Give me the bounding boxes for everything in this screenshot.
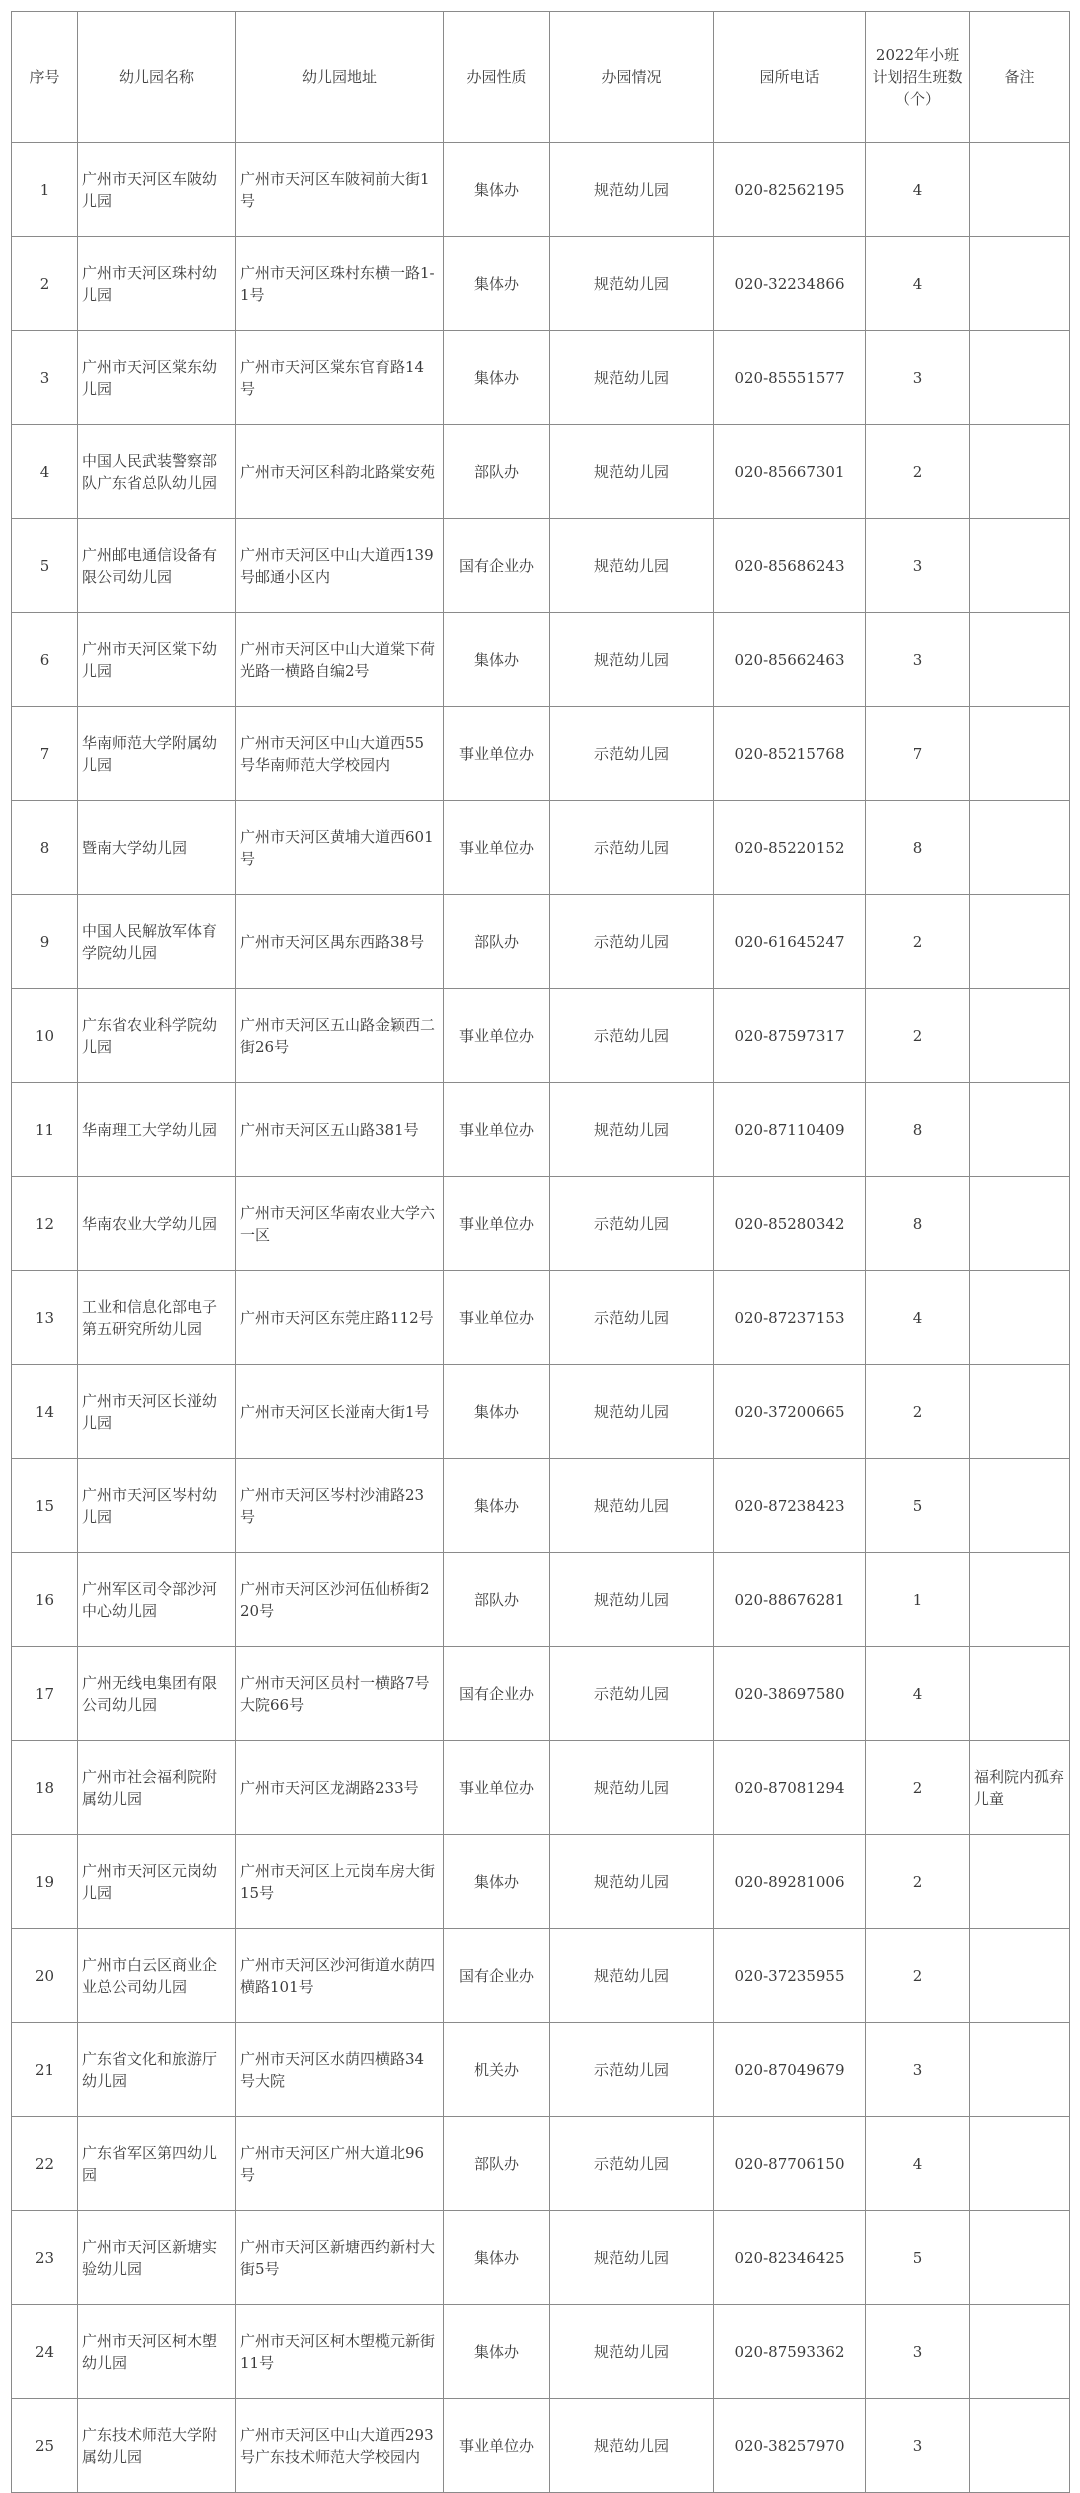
- cell-remark: [970, 519, 1070, 613]
- cell-status: 示范幼儿园: [550, 1271, 714, 1365]
- cell-status: 规范幼儿园: [550, 2211, 714, 2305]
- cell-remark: [970, 1459, 1070, 1553]
- kindergarten-table: [11, 11, 1070, 2493]
- cell-no: 8: [12, 801, 78, 895]
- cell-name: 广州市天河区珠村幼儿园: [78, 237, 236, 331]
- cell-address: 广州市天河区禺东西路38号: [236, 895, 444, 989]
- table-row: [12, 331, 1070, 425]
- cell-address: 广州市天河区中山大道西55号华南师范大学校园内: [236, 707, 444, 801]
- cell-nature: 集体办: [444, 1365, 550, 1459]
- cell-nature: 国有企业办: [444, 1929, 550, 2023]
- cell-nature: 事业单位办: [444, 1177, 550, 1271]
- header-remark: 备注: [970, 12, 1070, 143]
- table-row: [12, 801, 1070, 895]
- cell-classes: 8: [866, 1083, 970, 1177]
- cell-remark: [970, 613, 1070, 707]
- cell-status: 示范幼儿园: [550, 1177, 714, 1271]
- cell-name: 广州市社会福利院附属幼儿园: [78, 1741, 236, 1835]
- cell-remark: [970, 1083, 1070, 1177]
- cell-phone: 020-38697580: [714, 1647, 866, 1741]
- cell-nature: 集体办: [444, 2211, 550, 2305]
- cell-classes: 5: [866, 1459, 970, 1553]
- cell-classes: 2: [866, 1741, 970, 1835]
- cell-classes: 3: [866, 2399, 970, 2493]
- cell-no: 3: [12, 331, 78, 425]
- cell-address: 广州市天河区东莞庄路112号: [236, 1271, 444, 1365]
- cell-phone: 020-87237153: [714, 1271, 866, 1365]
- cell-classes: 3: [866, 2023, 970, 2117]
- header-status: 办园情况: [550, 12, 714, 143]
- cell-no: 17: [12, 1647, 78, 1741]
- cell-remark: [970, 143, 1070, 237]
- table-row: [12, 2117, 1070, 2211]
- cell-phone: 020-82562195: [714, 143, 866, 237]
- cell-status: 规范幼儿园: [550, 1365, 714, 1459]
- cell-remark: [970, 2305, 1070, 2399]
- table-row: [12, 2211, 1070, 2305]
- cell-name: 广东省文化和旅游厅幼儿园: [78, 2023, 236, 2117]
- cell-status: 示范幼儿园: [550, 2117, 714, 2211]
- cell-no: 7: [12, 707, 78, 801]
- cell-no: 16: [12, 1553, 78, 1647]
- cell-no: 21: [12, 2023, 78, 2117]
- cell-status: 示范幼儿园: [550, 895, 714, 989]
- cell-remark: [970, 2399, 1070, 2493]
- cell-classes: 3: [866, 613, 970, 707]
- cell-address: 广州市天河区水荫四横路34号大院: [236, 2023, 444, 2117]
- cell-classes: 7: [866, 707, 970, 801]
- header-no: 序号: [12, 12, 78, 143]
- cell-phone: 020-37235955: [714, 1929, 866, 2023]
- cell-nature: 事业单位办: [444, 707, 550, 801]
- cell-nature: 事业单位办: [444, 1741, 550, 1835]
- cell-address: 广州市天河区黄埔大道西601号: [236, 801, 444, 895]
- table-row: [12, 989, 1070, 1083]
- table-row: [12, 1459, 1070, 1553]
- cell-no: 10: [12, 989, 78, 1083]
- cell-no: 5: [12, 519, 78, 613]
- cell-no: 1: [12, 143, 78, 237]
- cell-classes: 8: [866, 1177, 970, 1271]
- cell-phone: 020-87593362: [714, 2305, 866, 2399]
- cell-name: 广州市天河区车陂幼儿园: [78, 143, 236, 237]
- cell-phone: 020-37200665: [714, 1365, 866, 1459]
- cell-nature: 事业单位办: [444, 1083, 550, 1177]
- cell-remark: [970, 1929, 1070, 2023]
- cell-no: 22: [12, 2117, 78, 2211]
- cell-address: 广州市天河区上元岗车房大街15号: [236, 1835, 444, 1929]
- cell-address: 广州市天河区沙河伍仙桥街220号: [236, 1553, 444, 1647]
- cell-phone: 020-85662463: [714, 613, 866, 707]
- cell-address: 广州市天河区华南农业大学六一区: [236, 1177, 444, 1271]
- cell-status: 规范幼儿园: [550, 1929, 714, 2023]
- cell-name: 广州市白云区商业企业总公司幼儿园: [78, 1929, 236, 2023]
- cell-name: 华南农业大学幼儿园: [78, 1177, 236, 1271]
- cell-no: 4: [12, 425, 78, 519]
- cell-classes: 2: [866, 425, 970, 519]
- cell-no: 25: [12, 2399, 78, 2493]
- cell-remark: [970, 2023, 1070, 2117]
- cell-nature: 部队办: [444, 425, 550, 519]
- cell-phone: 020-87049679: [714, 2023, 866, 2117]
- cell-address: 广州市天河区长湴南大街1号: [236, 1365, 444, 1459]
- cell-no: 18: [12, 1741, 78, 1835]
- cell-phone: 020-88676281: [714, 1553, 866, 1647]
- cell-nature: 集体办: [444, 143, 550, 237]
- cell-nature: 事业单位办: [444, 2399, 550, 2493]
- cell-classes: 2: [866, 1365, 970, 1459]
- cell-name: 中国人民武装警察部队广东省总队幼儿园: [78, 425, 236, 519]
- cell-status: 规范幼儿园: [550, 143, 714, 237]
- table-row: [12, 1083, 1070, 1177]
- cell-name: 广东省农业科学院幼儿园: [78, 989, 236, 1083]
- cell-remark: [970, 331, 1070, 425]
- cell-address: 广州市天河区中山大道西139号邮通小区内: [236, 519, 444, 613]
- cell-status: 规范幼儿园: [550, 1553, 714, 1647]
- cell-phone: 020-85280342: [714, 1177, 866, 1271]
- header-address: 幼儿园地址: [236, 12, 444, 143]
- cell-remark: [970, 989, 1070, 1083]
- cell-remark: [970, 1553, 1070, 1647]
- cell-phone: 020-32234866: [714, 237, 866, 331]
- cell-classes: 5: [866, 2211, 970, 2305]
- cell-address: 广州市天河区珠村东横一路1-1号: [236, 237, 444, 331]
- cell-remark: [970, 237, 1070, 331]
- cell-classes: 8: [866, 801, 970, 895]
- cell-classes: 4: [866, 237, 970, 331]
- cell-classes: 2: [866, 1835, 970, 1929]
- cell-remark: [970, 1177, 1070, 1271]
- table-row: [12, 2305, 1070, 2399]
- cell-classes: 1: [866, 1553, 970, 1647]
- cell-nature: 事业单位办: [444, 989, 550, 1083]
- cell-status: 示范幼儿园: [550, 1647, 714, 1741]
- table-row: [12, 1741, 1070, 1835]
- cell-name: 广州邮电通信设备有限公司幼儿园: [78, 519, 236, 613]
- cell-phone: 020-87238423: [714, 1459, 866, 1553]
- table-row: [12, 2399, 1070, 2493]
- cell-no: 19: [12, 1835, 78, 1929]
- cell-name: 广州市天河区棠下幼儿园: [78, 613, 236, 707]
- cell-nature: 事业单位办: [444, 801, 550, 895]
- cell-address: 广州市天河区广州大道北96号: [236, 2117, 444, 2211]
- cell-nature: 国有企业办: [444, 519, 550, 613]
- header-classes: 2022年小班计划招生班数（个）: [866, 12, 970, 143]
- cell-status: 规范幼儿园: [550, 519, 714, 613]
- cell-no: 24: [12, 2305, 78, 2399]
- cell-status: 示范幼儿园: [550, 707, 714, 801]
- cell-classes: 3: [866, 519, 970, 613]
- cell-remark: [970, 2117, 1070, 2211]
- cell-phone: 020-61645247: [714, 895, 866, 989]
- table-row: [12, 519, 1070, 613]
- table-row: [12, 1365, 1070, 1459]
- cell-phone: 020-87081294: [714, 1741, 866, 1835]
- cell-address: 广州市天河区龙湖路233号: [236, 1741, 444, 1835]
- cell-name: 广州军区司令部沙河中心幼儿园: [78, 1553, 236, 1647]
- cell-address: 广州市天河区新塘西约新村大街5号: [236, 2211, 444, 2305]
- cell-address: 广州市天河区车陂祠前大街1号: [236, 143, 444, 237]
- cell-phone: 020-82346425: [714, 2211, 866, 2305]
- cell-no: 12: [12, 1177, 78, 1271]
- cell-no: 13: [12, 1271, 78, 1365]
- cell-remark: [970, 1647, 1070, 1741]
- cell-address: 广州市天河区五山路金颖西二街26号: [236, 989, 444, 1083]
- table-row: [12, 1929, 1070, 2023]
- table-row: [12, 1177, 1070, 1271]
- cell-classes: 3: [866, 2305, 970, 2399]
- cell-phone: 020-85220152: [714, 801, 866, 895]
- cell-classes: 4: [866, 1647, 970, 1741]
- cell-status: 规范幼儿园: [550, 237, 714, 331]
- cell-no: 2: [12, 237, 78, 331]
- cell-nature: 事业单位办: [444, 1271, 550, 1365]
- cell-status: 规范幼儿园: [550, 2305, 714, 2399]
- header-row: [12, 12, 1070, 143]
- cell-phone: 020-85686243: [714, 519, 866, 613]
- cell-no: 23: [12, 2211, 78, 2305]
- cell-address: 广州市天河区科韵北路棠安苑: [236, 425, 444, 519]
- cell-address: 广州市天河区中山大道西293号广东技术师范大学校园内: [236, 2399, 444, 2493]
- cell-no: 9: [12, 895, 78, 989]
- table-row: [12, 1271, 1070, 1365]
- cell-remark: [970, 2211, 1070, 2305]
- cell-phone: 020-87706150: [714, 2117, 866, 2211]
- cell-nature: 部队办: [444, 1553, 550, 1647]
- cell-name: 暨南大学幼儿园: [78, 801, 236, 895]
- cell-phone: 020-38257970: [714, 2399, 866, 2493]
- cell-status: 规范幼儿园: [550, 1835, 714, 1929]
- cell-no: 6: [12, 613, 78, 707]
- header-nature: 办园性质: [444, 12, 550, 143]
- cell-remark: 福利院内孤弃儿童: [970, 1741, 1070, 1835]
- cell-nature: 部队办: [444, 2117, 550, 2211]
- table-row: [12, 707, 1070, 801]
- cell-nature: 集体办: [444, 1459, 550, 1553]
- cell-no: 15: [12, 1459, 78, 1553]
- table-row: [12, 2023, 1070, 2117]
- header-phone: 园所电话: [714, 12, 866, 143]
- cell-remark: [970, 1835, 1070, 1929]
- cell-remark: [970, 707, 1070, 801]
- cell-no: 20: [12, 1929, 78, 2023]
- table-row: [12, 237, 1070, 331]
- cell-address: 广州市天河区柯木塱榄元新街11号: [236, 2305, 444, 2399]
- cell-remark: [970, 895, 1070, 989]
- cell-phone: 020-85215768: [714, 707, 866, 801]
- cell-status: 示范幼儿园: [550, 801, 714, 895]
- cell-address: 广州市天河区沙河街道水荫四横路101号: [236, 1929, 444, 2023]
- cell-phone: 020-87597317: [714, 989, 866, 1083]
- cell-name: 华南师范大学附属幼儿园: [78, 707, 236, 801]
- cell-status: 规范幼儿园: [550, 425, 714, 519]
- cell-remark: [970, 425, 1070, 519]
- cell-name: 广州市天河区元岗幼儿园: [78, 1835, 236, 1929]
- cell-classes: 2: [866, 989, 970, 1083]
- cell-name: 中国人民解放军体育学院幼儿园: [78, 895, 236, 989]
- cell-address: 广州市天河区岑村沙浦路23号: [236, 1459, 444, 1553]
- table-row: [12, 895, 1070, 989]
- cell-classes: 4: [866, 2117, 970, 2211]
- cell-nature: 部队办: [444, 895, 550, 989]
- cell-status: 规范幼儿园: [550, 331, 714, 425]
- cell-status: 规范幼儿园: [550, 1741, 714, 1835]
- cell-phone: 020-89281006: [714, 1835, 866, 1929]
- table-row: [12, 143, 1070, 237]
- cell-name: 广州市天河区长湴幼儿园: [78, 1365, 236, 1459]
- cell-status: 示范幼儿园: [550, 989, 714, 1083]
- cell-status: 规范幼儿园: [550, 613, 714, 707]
- cell-phone: 020-85667301: [714, 425, 866, 519]
- cell-nature: 集体办: [444, 1835, 550, 1929]
- cell-status: 示范幼儿园: [550, 2023, 714, 2117]
- cell-classes: 4: [866, 143, 970, 237]
- cell-nature: 集体办: [444, 331, 550, 425]
- cell-name: 广东省军区第四幼儿园: [78, 2117, 236, 2211]
- cell-address: 广州市天河区中山大道棠下荷光路一横路自编2号: [236, 613, 444, 707]
- cell-name: 广州无线电集团有限公司幼儿园: [78, 1647, 236, 1741]
- cell-nature: 集体办: [444, 613, 550, 707]
- table-row: [12, 1835, 1070, 1929]
- cell-name: 工业和信息化部电子第五研究所幼儿园: [78, 1271, 236, 1365]
- table-row: [12, 1553, 1070, 1647]
- cell-nature: 集体办: [444, 237, 550, 331]
- cell-status: 规范幼儿园: [550, 2399, 714, 2493]
- cell-address: 广州市天河区员村一横路7号大院66号: [236, 1647, 444, 1741]
- cell-name: 广州市天河区柯木塱幼儿园: [78, 2305, 236, 2399]
- cell-no: 14: [12, 1365, 78, 1459]
- cell-name: 广州市天河区岑村幼儿园: [78, 1459, 236, 1553]
- cell-classes: 4: [866, 1271, 970, 1365]
- table-body: [12, 143, 1070, 2493]
- cell-remark: [970, 1365, 1070, 1459]
- cell-remark: [970, 1271, 1070, 1365]
- cell-name: 华南理工大学幼儿园: [78, 1083, 236, 1177]
- cell-phone: 020-87110409: [714, 1083, 866, 1177]
- cell-nature: 机关办: [444, 2023, 550, 2117]
- header-name: 幼儿园名称: [78, 12, 236, 143]
- table-header: [12, 12, 1070, 143]
- cell-nature: 集体办: [444, 2305, 550, 2399]
- table-row: [12, 613, 1070, 707]
- cell-classes: 3: [866, 331, 970, 425]
- cell-no: 11: [12, 1083, 78, 1177]
- cell-nature: 国有企业办: [444, 1647, 550, 1741]
- cell-name: 广州市天河区棠东幼儿园: [78, 331, 236, 425]
- cell-name: 广州市天河区新塘实验幼儿园: [78, 2211, 236, 2305]
- table-row: [12, 425, 1070, 519]
- table-row: [12, 1647, 1070, 1741]
- cell-phone: 020-85551577: [714, 331, 866, 425]
- cell-name: 广东技术师范大学附属幼儿园: [78, 2399, 236, 2493]
- cell-address: 广州市天河区棠东官育路14号: [236, 331, 444, 425]
- cell-address: 广州市天河区五山路381号: [236, 1083, 444, 1177]
- cell-status: 规范幼儿园: [550, 1459, 714, 1553]
- cell-remark: [970, 801, 1070, 895]
- cell-status: 规范幼儿园: [550, 1083, 714, 1177]
- cell-classes: 2: [866, 895, 970, 989]
- cell-classes: 2: [866, 1929, 970, 2023]
